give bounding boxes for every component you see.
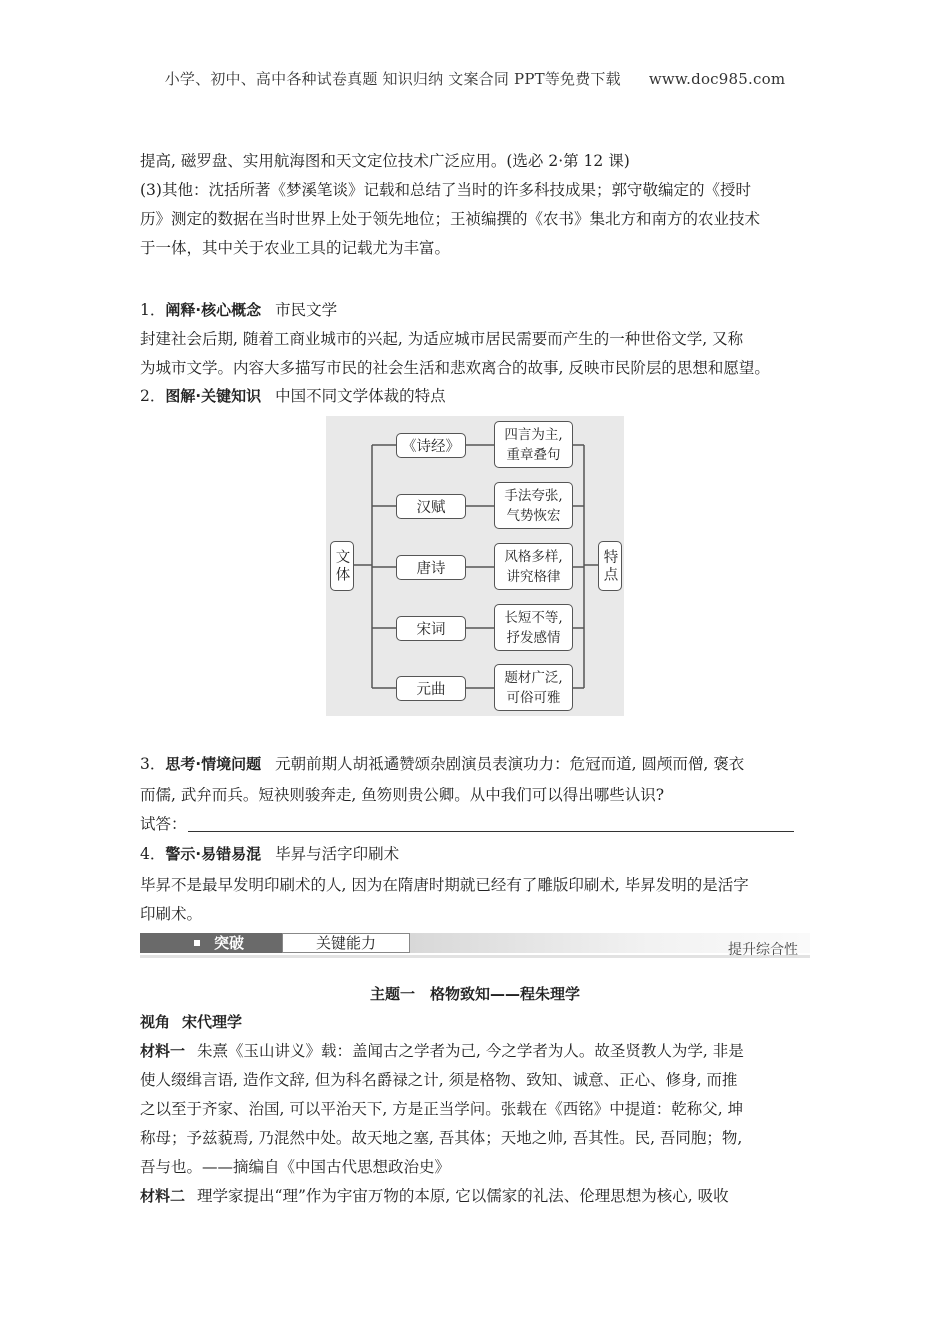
genre-box: 元曲 [396, 676, 466, 701]
banner-dark-label: 突破 [214, 934, 245, 952]
perspective-line [140, 1010, 254, 1034]
material-1-text-1: 朱熹《玉山讲义》载：盖闻古之学者为己, 今之学者为人。故圣贤教人为学, 非是 [197, 1042, 744, 1060]
material-1-line-3: 之以至于齐家、治国, 可以平治天下, 方是正当学问。张载在《西铭》中提道：乾称父, 坤 [140, 1100, 744, 1118]
diagram-connectors [326, 416, 624, 716]
banner-right-label: 提升综合性 [728, 942, 798, 958]
section-3-number: 3． [140, 755, 166, 773]
section-3-title: 思考·情境问题 [165, 755, 262, 773]
square-bullet-icon [194, 940, 200, 946]
perspective-text: 宋代理学 [182, 1013, 243, 1031]
section-4-line-1: 毕昇不是最早发明印刷术的人, 因为在隋唐时期就已经有了雕版印刷术, 毕昇发明的是活字 [140, 876, 749, 894]
header-url[interactable]: www.doc985.com [648, 70, 786, 88]
material-2-line-1 [140, 1184, 729, 1208]
section-2-topic: 中国不同文学体裁的特点 [275, 387, 446, 405]
intro-line-1: 提高, 磁罗盘、实用航海图和天文定位技术广泛应用。(选必 2·第 12 课) [140, 152, 630, 170]
page-header [0, 68, 950, 89]
section-3-heading [140, 752, 744, 776]
feature-box: 风格多样, 讲究格律 [494, 543, 573, 590]
banner-white-label: 关键能力 [282, 933, 410, 953]
diagram-left-label: 文体 [330, 541, 354, 591]
material-2-label: 材料二 [140, 1187, 186, 1205]
diagram-right-label: 特点 [598, 541, 622, 591]
section-1-line-1: 封建社会后期, 随着工商业城市的兴起, 为适应城市居民需要而产生的一种世俗文学, 又称 [140, 330, 744, 348]
feature-box: 手法夸张, 气势恢宏 [494, 482, 573, 529]
section-1-title: 阐释·核心概念 [165, 301, 262, 319]
intro-line-2: (3)其他：沈括所著《梦溪笔谈》记载和总结了当时的许多科技成果；郭守敬编定的《授时 [140, 181, 751, 199]
section-4-topic: 毕昇与活字印刷术 [275, 845, 400, 863]
section-1-line-2: 为城市文学。内容大多描写市民的社会生活和悲欢离合的故事, 反映市民阶层的思想和愿望。 [140, 359, 770, 377]
material-1-label: 材料一 [140, 1042, 186, 1060]
section-2-number: 2． [140, 387, 166, 405]
section-1-topic: 市民文学 [275, 301, 338, 319]
section-2-title: 图解·关键知识 [165, 387, 262, 405]
genre-box: 宋词 [396, 616, 466, 641]
section-4-heading [140, 842, 399, 866]
header-text: 小学、初中、高中各种试卷真题 知识归纳 文案合同 PPT等免费下载 [164, 70, 621, 88]
intro-line-4: 于一体，其中关于农业工具的记载尤为丰富。 [140, 239, 451, 257]
feature-box: 四言为主, 重章叠句 [494, 421, 573, 468]
section-4-line-2: 印刷术。 [140, 905, 203, 923]
feature-box: 题材广泛, 可俗可雅 [494, 664, 573, 711]
genre-box: 《诗经》 [396, 433, 466, 458]
section-3-line-2: 而儒, 武弁而兵。短袂则骏奔走, 鱼笏则贵公卿。从中我们可以得出哪些认识? [140, 786, 665, 804]
material-1-line-5: 吾与也。——摘编自《中国古代思想政治史》 [140, 1158, 451, 1176]
material-1-line-1 [140, 1039, 744, 1063]
genre-diagram [326, 416, 624, 716]
material-1-line-4: 称母；予兹藐焉, 乃混然中处。故天地之塞, 吾其体；天地之帅, 吾其性。民, 吾同胞；物, [140, 1129, 743, 1147]
section-1-number: 1． [140, 301, 166, 319]
topic-title: 主题一 格物致知——程朱理学 [369, 985, 580, 1003]
material-2-text-1: 理学家提出“理”作为宇宙万物的本原, 它以儒家的礼法、伦理思想为核心, 吸收 [197, 1187, 729, 1205]
genre-box: 唐诗 [396, 555, 466, 580]
section-2-heading [140, 384, 446, 408]
banner-dark-tab [140, 933, 282, 953]
material-1-line-2: 使人缀缉言语, 造作文辞, 但为科名爵禄之计, 须是格物、致知、诚意、正心、修身, 而推 [140, 1071, 738, 1089]
intro-line-3: 历》测定的数据在当时世界上处于领先地位；王祯编撰的《农书》集北方和南方的农业技术 [140, 210, 761, 228]
section-1-heading [140, 298, 337, 322]
genre-box: 汉赋 [396, 494, 466, 519]
feature-box: 长短不等, 抒发感情 [494, 604, 573, 651]
perspective-label: 视角 [140, 1013, 171, 1031]
section-banner [140, 933, 810, 957]
answer-input-line[interactable] [188, 830, 794, 832]
section-4-title: 警示·易错易混 [165, 845, 262, 863]
banner-rule [140, 955, 810, 958]
answer-label: 试答： [140, 815, 187, 833]
section-4-number: 4． [140, 845, 166, 863]
section-3-line-1: 元朝前期人胡祗遹赞颂杂剧演员表演功力：危冠而道, 圆颅而僧, 褒衣 [275, 755, 745, 773]
